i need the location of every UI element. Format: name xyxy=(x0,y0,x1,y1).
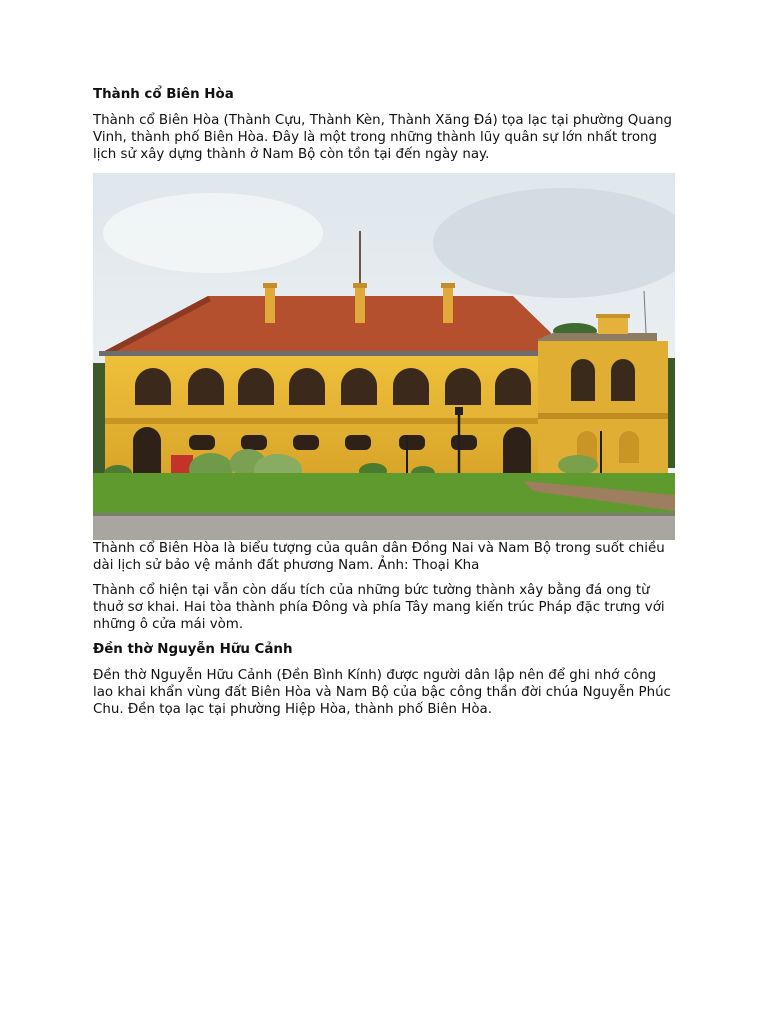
intro-paragraph: Thành cổ Biên Hòa (Thành Cựu, Thành Kèn, Thành Xăng Đá) tọa lạc tại phường Quang Vinh, thành phố Biên Hòa. Đây là một trong những thành lũy quân sự lớn nhất trong lịch sử xây dựng thành ở Nam Bộ còn tồn tại đến ngày nay. xyxy=(93,113,672,162)
photo-caption: Thành cổ Biên Hòa là biểu tượng của quân dân Đồng Nai và Nam Bộ trong suốt chiều dài lịch sử bảo vệ mảnh đất phương Nam. Ảnh: Thoại Kha xyxy=(93,541,665,573)
chimney xyxy=(355,285,365,323)
section-heading-bien-hoa-citadel: Thành cổ Biên Hòa xyxy=(93,87,234,102)
section-heading-nguyen-huu-canh-temple: Đền thờ Nguyễn Hữu Cảnh xyxy=(93,642,293,657)
road xyxy=(93,515,675,540)
body-paragraph: Thành cổ hiện tại vẫn còn dấu tích của những bức tường thành xây bằng đá ong từ thuở sơ khai. Hai tòa thành phía Đông và phía Tây mang kiến trúc Pháp đặc trưng với những ô cửa mái vòm. xyxy=(93,583,665,632)
right-wing xyxy=(538,341,668,473)
article-content xyxy=(93,86,678,726)
temple-paragraph: Đền thờ Nguyễn Hữu Cảnh (Đền Bình Kính) được người dân lập nên để ghi nhớ công lao khai khẩn vùng đất Biên Hòa và Nam Bộ của bậc công thần đời chúa Nguyễn Phúc Chu. Đền tọa lạc tại phường Hiệp Hòa, thành phố Biên Hòa. xyxy=(93,668,671,717)
chimney xyxy=(443,285,453,323)
citadel-photo xyxy=(93,173,675,540)
chimney xyxy=(265,285,275,323)
